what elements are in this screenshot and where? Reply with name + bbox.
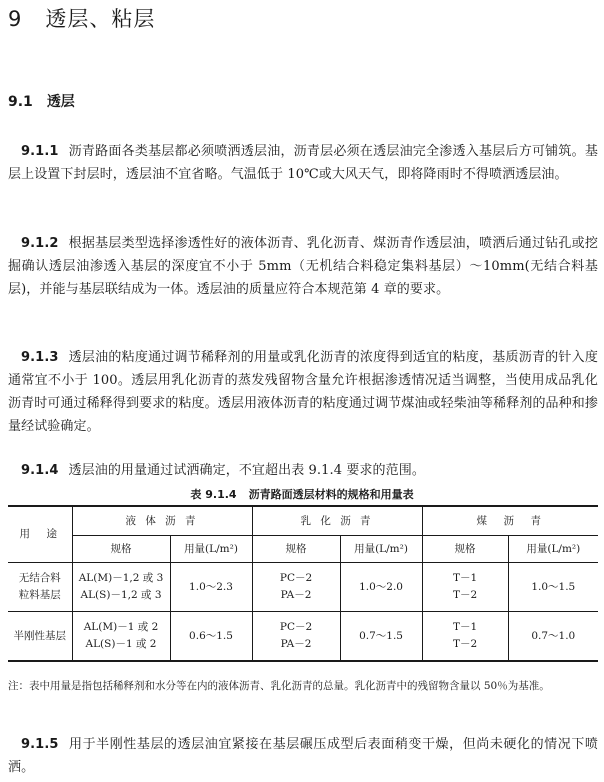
- clause-number: 9.1.3: [21, 350, 59, 365]
- clause-9-1-5: [8, 733, 598, 779]
- cell-liquid-spec: [72, 612, 170, 662]
- section-title: [8, 93, 75, 111]
- clause-number: 9.1.4: [21, 463, 59, 478]
- header-spec: 规格: [72, 536, 170, 563]
- cell-emulsified-spec: [252, 612, 340, 662]
- cell-coal-spec: [422, 612, 508, 662]
- clause-text: 用于半刚性基层的透层油宜紧接在基层碾压成型后表面稍变干燥，但尚未硬化的情况下喷洒。: [8, 737, 598, 775]
- cell-emulsified-dosage: 1.0～2.0: [340, 563, 422, 612]
- cell-usage: 半刚性基层: [8, 612, 72, 662]
- cell-line: AL(S)－1,2 或 3: [80, 589, 162, 601]
- spec-table: [8, 505, 598, 662]
- clause-9-1-2: [8, 232, 598, 301]
- chapter-title-text: 透层、粘层: [45, 7, 156, 31]
- header-spec: 规格: [252, 536, 340, 563]
- table-subheader-row: [8, 536, 598, 563]
- cell-emulsified-dosage: 0.7～1.5: [340, 612, 422, 662]
- cell-coal-dosage: 0.7～1.0: [508, 612, 598, 662]
- table-row: [8, 612, 598, 662]
- table-caption: [0, 488, 604, 502]
- cell-line: PA－2: [280, 589, 312, 601]
- table-header-row: [8, 506, 598, 536]
- cell-liquid-dosage: 1.0～2.3: [170, 563, 252, 612]
- clause-number: 9.1.5: [21, 737, 59, 752]
- header-dosage: 用量(L/m²): [170, 536, 252, 563]
- cell-line: 粒料基层: [18, 589, 61, 601]
- table-number: 表 9.1.4: [190, 488, 237, 501]
- clause-text: 沥青路面各类基层都必须喷洒透层油，沥青层必须在透层油完全渗透入基层后方可铺筑。基层上设置下封层时，透层油不宜省略。气温低于 10℃或大风天气，即将降雨时不得喷洒透层油。: [8, 144, 598, 182]
- table-note: 注：表中用量是指包括稀释剂和水分等在内的液体沥青、乳化沥青的总量。乳化沥青中的残留物含量以 50％为基准。: [8, 680, 550, 692]
- cell-liquid-spec: [72, 563, 170, 612]
- clause-9-1-1: [8, 140, 598, 186]
- clause-text: 根据基层类型选择渗透性好的液体沥青、乳化沥青、煤沥青作透层油，喷洒后通过钻孔或挖掘确认透层油渗透入基层的深度宜不小于 5mm（无机结合料稳定集料基层）～10mm(无结合料基层)，并能与基层联结成为一体。透层油的质量应符合本规范第 4 章的要求。: [8, 236, 598, 297]
- cell-liquid-dosage: 0.6～1.5: [170, 612, 252, 662]
- clause-text: 透层油的用量通过试洒确定，不宜超出表 9.1.4 要求的范围。: [68, 463, 425, 478]
- chapter-title: [8, 6, 155, 32]
- cell-line: T－2: [452, 638, 478, 650]
- table-title: 沥青路面透层材料的规格和用量表: [248, 488, 414, 501]
- section-number: 9.1: [8, 94, 33, 110]
- cell-line: T－1: [452, 621, 478, 633]
- clause-text: 透层油的粘度通过调节稀释剂的用量或乳化沥青的浓度得到适宜的粘度，基质沥青的针入度通常宜不小于 100。透层用乳化沥青的蒸发残留物含量允许根据渗透情况适当调整，当使用成品乳化沥青时可通过稀释得到要求的粘度。透层用液体沥青的粘度通过调节煤油或轻柴油等稀释剂的品种和掺量经试验确定。: [8, 350, 598, 434]
- cell-line: PC－2: [279, 621, 313, 633]
- chapter-number: 9: [8, 7, 23, 31]
- header-liquid-asphalt: 液 体 沥 青: [72, 506, 252, 536]
- clause-number: 9.1.1: [21, 144, 59, 159]
- cell-usage: [8, 563, 72, 612]
- cell-line: 无结合料: [18, 572, 61, 584]
- header-coal-tar: 煤 沥 青: [422, 506, 598, 536]
- cell-line: AL(M)－1,2 或 3: [78, 572, 164, 584]
- clause-number: 9.1.2: [21, 236, 59, 251]
- table-row: [8, 563, 598, 612]
- header-dosage: 用量(L/m²): [508, 536, 598, 563]
- cell-line: PC－2: [279, 572, 313, 584]
- header-emulsified-asphalt: 乳 化 沥 青: [252, 506, 422, 536]
- cell-line: T－1: [452, 572, 478, 584]
- header-usage: 用 途: [8, 506, 72, 563]
- clause-9-1-3: [8, 346, 598, 438]
- cell-line: AL(M)－1 或 2: [83, 621, 159, 633]
- cell-line: PA－2: [280, 638, 312, 650]
- cell-line: AL(S)－1 或 2: [85, 638, 157, 650]
- header-dosage: 用量(L/m²): [340, 536, 422, 563]
- header-spec: 规格: [422, 536, 508, 563]
- cell-coal-dosage: 1.0～1.5: [508, 563, 598, 612]
- cell-coal-spec: [422, 563, 508, 612]
- clause-9-1-4: [8, 459, 598, 482]
- section-title-text: 透层: [46, 94, 75, 110]
- cell-line: T－2: [452, 589, 478, 601]
- cell-emulsified-spec: [252, 563, 340, 612]
